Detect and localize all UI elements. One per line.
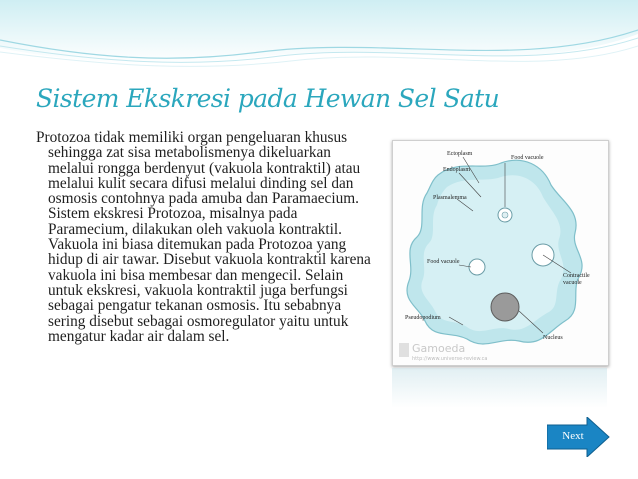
label-ectoplasm: Ectoplasm [447, 151, 473, 157]
watermark-logo-icon [399, 343, 409, 357]
slide-title: Sistem Ekskresi pada Hewan Sel Satu [36, 84, 500, 113]
next-button-label: Next [562, 430, 584, 442]
label-contractile-vacuole: Contractile vacuole [563, 273, 590, 286]
watermark-url: http://www.universe-review.ca [412, 356, 488, 362]
label-food-vacuole-left: Food vacuole [427, 259, 460, 265]
watermark-text: Gamoeda [412, 342, 466, 355]
nucleus-shape [491, 293, 519, 321]
figure-reflection [392, 368, 607, 408]
header-wave-decoration [0, 0, 638, 78]
label-plasmalemma: Plasmalemma [433, 195, 467, 201]
watermark [399, 342, 488, 362]
body-text [36, 130, 376, 344]
label-nucleus: Nucleus [543, 335, 563, 341]
body-paragraph: Protozoa tidak memiliki organ pengeluaran khusus sehingga zat sisa metabolismenya dikeluarkan melalui rongga berdenyut (vakuola kontraktil) atau melalui kulit secara difusi melalui dinding sel dan osmosis contohnya pada amuba dan Paramaecium. Sistem ekskresi Protozoa, misalnya pada Paramecium, dilakukan oleh vakuola kontraktil. Vakuola ini biasa ditemukan pada Protozoa yang hidup di air tawar. Disebut vakuola kontraktil karena vakuola ini bisa membesar dan mengecil. Selain untuk ekskresi, vakuola kontraktil juga berfungsi sebagai pengatur tekanan osmosis. Itu sebabnya sering disebut sebagai osmoregulator yaitu untuk mengatur kadar air dalam sel. [36, 129, 371, 345]
label-endoplasm: Endoplasm [443, 167, 470, 173]
food-vacuole-left-shape [469, 259, 485, 275]
label-pseudopodium: Pseudopodium [405, 315, 441, 321]
label-food-vacuole-top: Food vacuole [511, 155, 544, 161]
next-button[interactable] [547, 417, 611, 457]
food-vacuole-top-inner [502, 212, 508, 218]
amoeba-diagram [392, 140, 609, 366]
amoeba-illustration [393, 141, 608, 365]
